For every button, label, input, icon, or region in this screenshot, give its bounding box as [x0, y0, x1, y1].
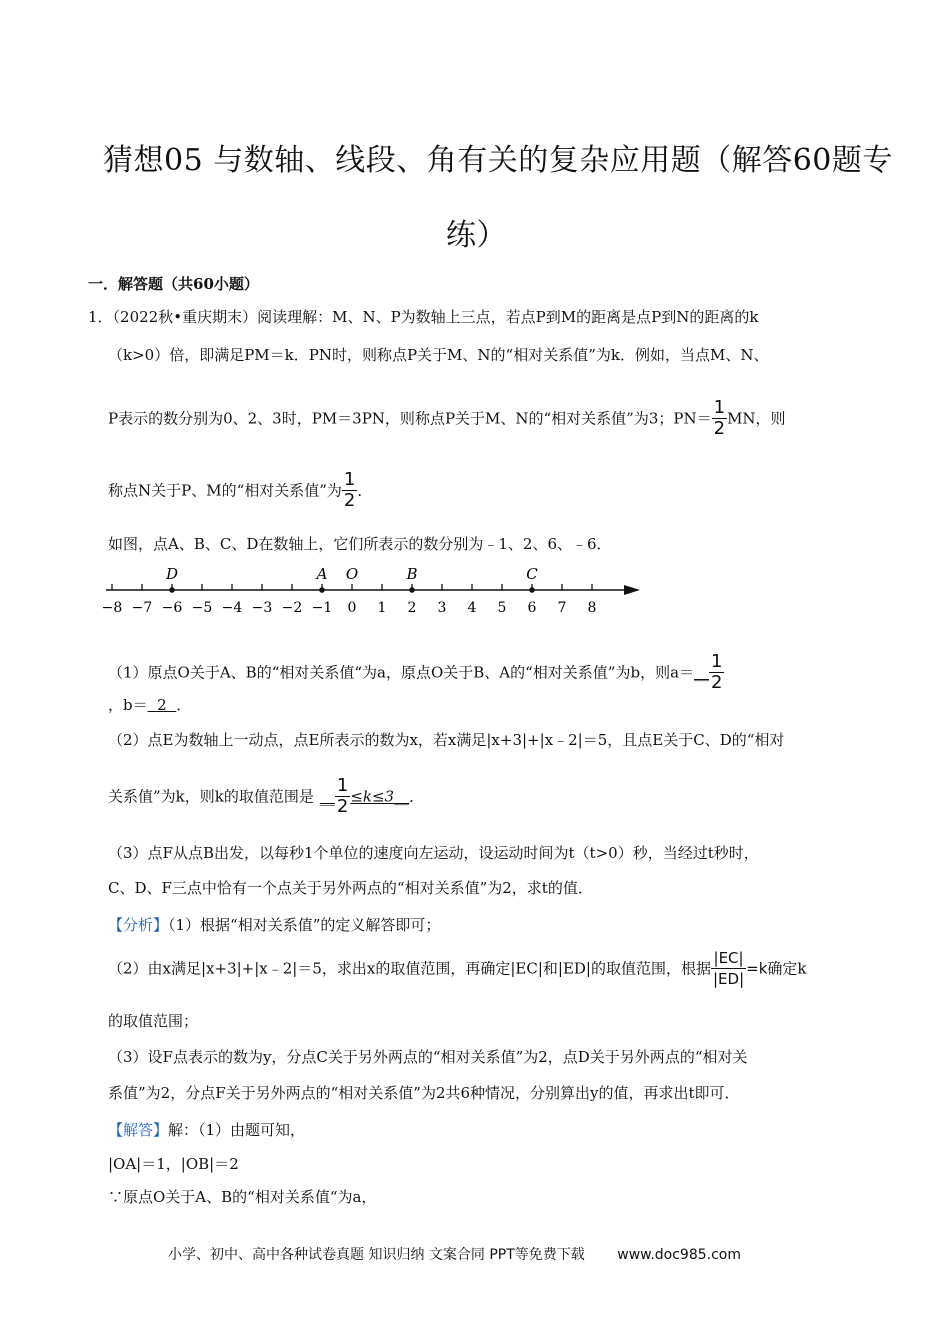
q1-text-b: ，b＝: [108, 696, 148, 714]
analysis-line1: [108, 915, 440, 935]
q1-period: ．: [176, 696, 192, 714]
question-3-line1: （3）点F从点B出发，以每秒1个单位的速度向左运动，设运动时间为t（t>0）秒，当经过t秒时，: [108, 844, 759, 862]
analysis-tag: 【分析】: [108, 916, 169, 934]
q2-answer-tail: ≤k≤3: [350, 787, 395, 806]
ec-ed-fraction: $\frac{|EC|}{|ED|}$: [712, 949, 745, 988]
problem-line1: [88, 307, 758, 327]
q1-answer-b: 2: [147, 696, 177, 714]
analysis-text-2b: 确定k: [767, 959, 807, 978]
number-line-tick-label: 5: [497, 600, 507, 616]
q2-blank-post: __: [394, 787, 410, 806]
number-line-tick-label: −8: [101, 600, 123, 616]
footer-text: 小学、初中、高中各种试卷真题 知识归纳 文案合同 PPT等免费下载: [168, 1247, 585, 1263]
number-line-tick-label: 6: [527, 600, 537, 616]
solution-tag: 【解答】: [108, 1121, 169, 1139]
analysis-line3: 的取值范围；: [108, 1012, 199, 1030]
number-line-tick-label: 2: [407, 600, 417, 616]
problem-stem-3b: MN，则: [727, 409, 786, 428]
number-line-tick-label: −6: [161, 600, 183, 616]
number-line-tick-label: 8: [587, 600, 597, 616]
point-a-dot: [319, 587, 325, 593]
number-line-tick-label: 0: [347, 600, 357, 616]
q2-period: ．: [409, 787, 425, 806]
question-3-line2: C、D、F三点中恰有一个点关于另外两点的“相对关系值”为2，求t的值．: [108, 879, 593, 897]
figure-intro: 如图，点A、B、C、D在数轴上，它们所表示的数分别为﹣1、2、6、﹣6．: [108, 535, 612, 553]
footer: [168, 1244, 741, 1264]
problem-stem-4b: ．: [357, 481, 373, 500]
solution-line3: ∵原点O关于A、B的“相对关系值“为a，: [108, 1188, 377, 1206]
number-line-tick-label: −1: [311, 600, 333, 616]
number-line-tick-label: −2: [281, 600, 303, 616]
fraction-half: $\frac{1}{2}$: [713, 397, 726, 439]
point-b-dot: [409, 587, 415, 593]
number-line-tick-label: 7: [557, 600, 567, 616]
number-line-tick-label: −4: [221, 600, 243, 616]
point-o-label: O: [345, 565, 359, 583]
question-1-line1: [108, 652, 724, 693]
solution-text-1: 解：（1）由题可知，: [168, 1121, 306, 1139]
problem-line4: [108, 470, 372, 511]
q1-answer-a-fraction: $\frac{1}{2}$: [711, 651, 723, 693]
point-d-label: D: [165, 565, 179, 583]
q2-blank-pre: __: [319, 787, 335, 806]
analysis-line4: （3）设F点表示的数为y，分点C关于另外两点的“相对关系值”为2，点D关于另外两点的“相对关: [108, 1048, 748, 1066]
problem-line3: [108, 398, 786, 439]
question-1-line2: [108, 695, 191, 715]
page-title-line2: 练）: [446, 218, 507, 253]
number-line-figure: [100, 560, 645, 620]
number-line-tick-label: 1: [377, 600, 387, 616]
section-heading: 一．解答题（共60小题）: [88, 275, 259, 293]
number-line-tick-label: −3: [251, 600, 273, 616]
q1-text: （1）原点O关于A、B的“相对关系值“为a，原点O关于B、A的“相对关系值”为b，则a＝: [108, 663, 695, 682]
problem-stem-3a: P表示的数分别为0、2、3时，PM＝3PN，则称点P关于M、N的“相对关系值”为3；PN＝: [108, 409, 712, 428]
problem-source: （2022秋•重庆期末）: [112, 308, 258, 326]
number-line-arrow: [624, 585, 640, 595]
footer-site[interactable]: www.doc985.com: [617, 1247, 741, 1263]
formula-rhs: =k: [746, 959, 768, 978]
analysis-text-1: （1）根据“相对关系值”的定义解答即可；: [168, 916, 441, 934]
problem-number: 1．: [88, 308, 113, 326]
solution-line1: [108, 1120, 305, 1140]
problem-stem-4a: 称点N关于P、M的“相对关系值”为: [108, 481, 342, 500]
number-line-tick-label: 3: [437, 600, 447, 616]
page-title-line1: 猜想05 与数轴、线段、角有关的复杂应用题（解答60题专: [103, 143, 893, 178]
fraction-half: $\frac{1}{2}$: [343, 469, 356, 511]
point-d-dot: [169, 587, 175, 593]
number-line-tick-label: −7: [131, 600, 153, 616]
q1-blank-a: __: [694, 663, 710, 682]
point-b-label: B: [406, 565, 418, 583]
problem-stem-1: 阅读理解：M、N、P为数轴上三点，若点P到M的距离是点P到N的距离的k: [257, 308, 759, 326]
solution-line2: |OA|＝1，|OB|＝2: [108, 1155, 239, 1173]
point-a-label: A: [316, 565, 328, 583]
point-c-label: C: [526, 565, 538, 583]
point-c-dot: [529, 587, 535, 593]
analysis-line2: [108, 948, 806, 989]
question-2-line1: （2）点E为数轴上一动点，点E所表示的数为x，若x满足|x+3|+|x﹣2|＝5，且点E关于C、D的“相对: [108, 731, 785, 749]
problem-line2: （k>0）倍，即满足PM＝k．PN时，则称点P关于M、N的“相对关系值”为k．例如，当点M、N、: [108, 346, 769, 364]
number-line-tick-label: 4: [467, 600, 477, 616]
number-line-tick-label: −5: [191, 600, 213, 616]
question-2-line2: [108, 776, 424, 817]
q2-text: 关系值”为k，则k的取值范围是: [108, 787, 314, 806]
q2-answer-fraction: $\frac{1}{2}$: [336, 775, 349, 817]
analysis-line5: 系值”为2，分点F关于另外两点的“相对关系值”为2共6种情况，分别算出y的值，再求出t即可．: [108, 1084, 740, 1102]
analysis-text-2a: （2）由x满足|x+3|+|x﹣2|＝5，求出x的取值范围，再确定|EC|和|ED|的取值范围，根据: [108, 959, 711, 978]
